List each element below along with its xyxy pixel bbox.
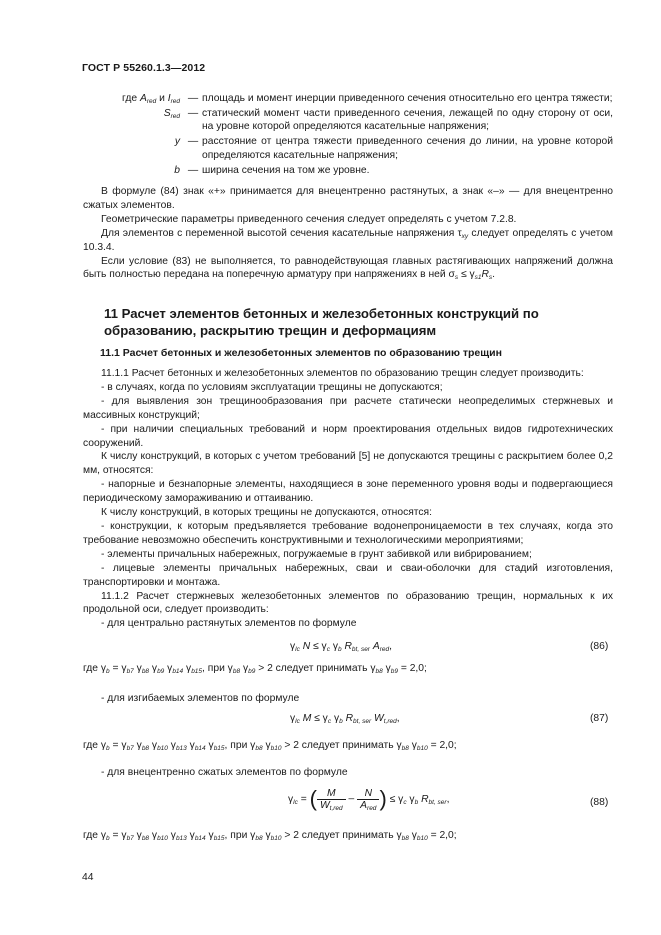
left-paren: ( [309,786,317,811]
paragraph: - конструкции, к которым предъявляется требование водонепроницаемости в тех случаях, когда это требование невозможно обеспечить конструктивными и технологическими мероприятиями; [83,520,613,546]
paragraph: - в случаях, когда по условиям эксплуатации трещины не допускаются; [101,381,443,393]
definition-item [83,135,613,162]
equation-number-87: (87) [590,713,609,724]
fraction-denominator: $W_{t,red}$ [319,799,343,812]
formula-88-lhs: $\gamma_{lc}$ = [288,793,307,806]
fraction-m-over-w [317,788,346,811]
definition-symbol: b [174,164,180,176]
page-header: ГОСТ Р 55260.1.3—2012 [82,62,206,74]
paragraph: - для выявления зон трещинообразования при расчете статически неопределимых стержневых и массивных конструкций; [83,395,613,421]
minus-sign: – [348,793,355,805]
paragraph: - элементы причальных набережных, погружаемые в грунт забивкой или вибрированием; [101,548,532,560]
definition-text: площадь и момент инерции приведенного сечения относительно его центра тяжести; [202,93,613,104]
formula-88 [288,786,449,812]
section-title: 11 Расчет элементов бетонных и железобетонных конструкций по образованию, раскрытию трещин и деформациям [104,306,539,338]
formula-88-lead: - для внецентренно сжатых элементов по формуле [101,767,348,778]
definition-item [83,164,613,178]
fraction-denominator: $A_{red}$ [360,799,377,812]
paragraph: 11.1.2 Расчет стержневых железобетонных элементов по образованию трещин, нормальных к их продольной оси, следует производить: [83,590,613,616]
formula-87-where: где $\gamma_b = \gamma_{b7}$ $\gamma_{b8}$ $\gamma_{b10}$ $\gamma_{b13}$ $\gamma_{b14}$ $\gamma_{b15}$, при $\gamma_{b8}$ $\gamma_{b10} > 2$ следует принимать $\gamma_{b8}$ $\gamma_{b10} = 2,0$; [83,740,457,752]
definitions-list [83,92,613,178]
paragraph: Для элементов с переменной высотой сечения касательные напряжения $\tau_{xy}$ следует определять с учетом 10.3.4. [83,227,614,253]
formula-88-rhs: ≤ $\gamma_c$ $\gamma_b$ $R_{bt, ser}$, [389,793,450,806]
where-label: где [122,93,138,104]
definition-dash: — [187,136,199,148]
paragraph-block-1 [83,185,613,282]
fraction-n-over-a [357,788,379,811]
paragraph: К числу конструкций, в которых с учетом требований [5] не допускаются трещины с раскрытием более 0,2 мм, относятся: [83,451,613,477]
definition-text: ширина сечения на том же уровне. [202,164,370,176]
definition-dash: — [187,107,199,119]
definition-symbol [83,92,184,106]
formula-86: $\gamma_{lc}$ $N \le \gamma_c$ $\gamma_b$ $R_{bt, ser}$ $A_{red}$, [290,641,392,653]
fraction-numerator: N [357,788,379,800]
paragraph: В формуле (84) знак «+» принимается для внецентренно растянутых, а знак «–» — для внецентренно сжатых элементов. [83,186,613,211]
definition-dash: — [187,93,199,104]
paragraph: Геометрические параметры приведенного сечения следует определять с учетом 7.2.8. [101,213,517,225]
definition-symbol: y [174,136,180,148]
definition-text: расстояние от центра тяжести приведенного сечения до линии, на уровне которой определяются касательные напряжения; [202,136,613,161]
formula-87: $\gamma_{lc}$ $M \le \gamma_c$ $\gamma_b$ $R_{bt, ser}$ $W_{t,red}$, [290,713,400,725]
paragraph: К числу конструкций, в которых трещины не допускаются, относятся: [101,507,432,519]
paragraph: 11.1.1 Расчет бетонных и железобетонных элементов по образованию трещин следует производить: [101,368,584,379]
right-paren: ) [379,786,387,811]
equation-number-86: (86) [590,641,609,652]
definition-text: статический момент части приведенного сечения, лежащей по одну сторону от оси, на уровне которой определяются касательные напряжения; [202,107,613,133]
page-number: 44 [82,872,94,883]
formula-86-where: где $\gamma_b = \gamma_{b7}$ $\gamma_{b8}$ $\gamma_{b9}$ $\gamma_{b14}$ $\gamma_{b15}$, при $\gamma_{b8}$ $\gamma_{b9} > 2$ следует принимать $\gamma_{b8}$ $\gamma_{b9} = 2,0$; [83,663,427,675]
subsection-title: 11.1 Расчет бетонных и железобетонных элементов по образованию трещин [100,347,502,359]
fraction-numerator: M [317,788,346,800]
equation-number-88: (88) [590,797,609,808]
paragraph: - напорные и безнапорные элементы, находящиеся в зоне переменного уровня воды и подвергающиеся периодическому замораживанию и оттаиванию. [83,479,613,505]
definition-dash: — [187,164,199,176]
formula-88-where: где $\gamma_b = \gamma_{b7}$ $\gamma_{b8}$ $\gamma_{b10}$ $\gamma_{b13}$ $\gamma_{b14}$ $\gamma_{b15}$, при $\gamma_{b8}$ $\gamma_{b10} > 2$ следует принимать $\gamma_{b8}$ $\gamma_{b10} = 2,0$; [83,830,457,842]
paragraph: Если условие (83) не выполняется, то равнодействующая главных растягивающих напряжений должна быть полностью передана на поперечную арматуру при напряжениях в ней $\sigma_s \le \gamma_{s1}R_s$. [83,255,613,282]
paragraph: - при наличии специальных требований и норм проектирования отдельных видов гидротехнических сооружений. [83,423,613,449]
definition-item [83,92,613,106]
symbol-html: $A_{red}$ и $I_{red}$ [139,93,180,105]
paragraph: - лицевые элементы причальных набережных, сваи и сваи-оболочки для стадий изготовления, транспортировки и монтажа. [83,562,613,588]
paragraph: - для центрально растянутых элементов по формуле [101,618,357,630]
definition-item [83,107,613,134]
definition-symbol: $S_{red}$ [163,107,180,120]
paragraph-block-2 [83,367,613,631]
formula-87-lead: - для изгибаемых элементов по формуле [101,693,300,704]
